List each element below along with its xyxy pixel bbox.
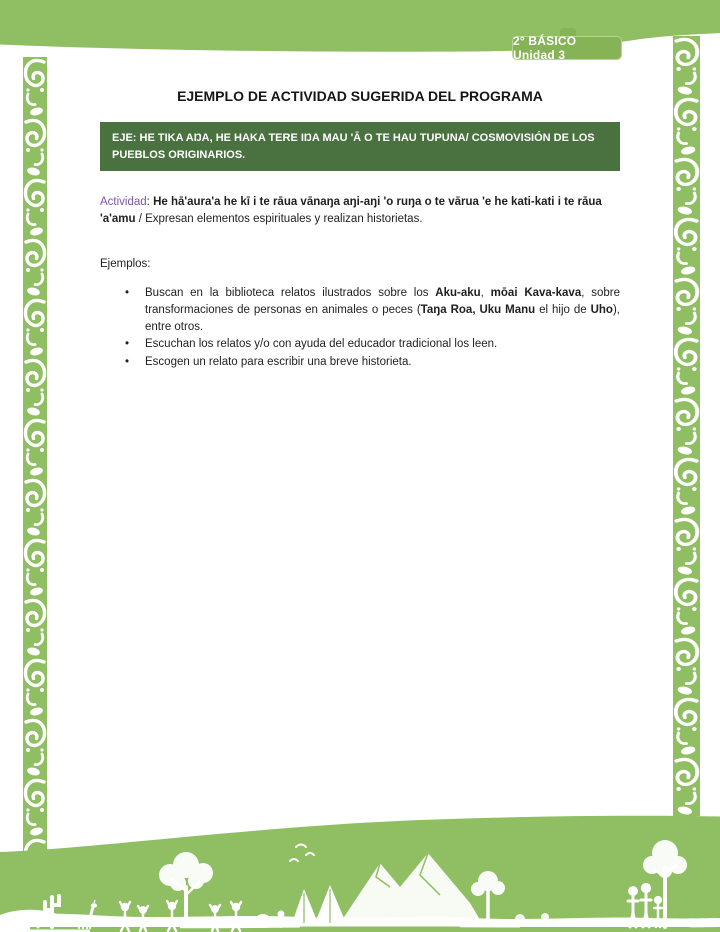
examples-label: Ejemplos: xyxy=(100,257,151,270)
rapanui-border-left xyxy=(23,57,47,852)
bullet-icon: • xyxy=(125,355,130,368)
item1-seg1: Buscan en la biblioteca relatos ilustrados sobre los xyxy=(145,286,436,299)
item1-seg6: Taŋa Roa, Uku Manu xyxy=(420,303,536,316)
bullet-icon: • xyxy=(125,286,130,299)
item1-seg2: Aku-aku xyxy=(435,286,481,299)
list-item-text: Escuchan los relatos y/o con ayuda del educador tradicional los leen. xyxy=(145,338,498,351)
list-item xyxy=(100,336,620,353)
activity-rapanui-text: He hā'aura'a he kī i te rāua vānaŋa aŋi-aŋi 'o ruŋa o te vārua 'e he kati-kati i te rāua 'a'amu xyxy=(100,196,602,226)
unit-badge xyxy=(512,36,622,60)
activity-label: Actividad xyxy=(100,196,147,208)
activity-spanish-text: / Expresan elementos espirituales y realizan historietas. xyxy=(135,213,423,226)
item1-seg8: Uho xyxy=(590,303,613,316)
item1-seg3: , xyxy=(480,286,491,299)
list-item xyxy=(100,285,620,337)
list-item-text: Escogen un relato para escribir una breve historieta. xyxy=(145,355,412,368)
landscape-footer xyxy=(0,815,720,932)
list-item xyxy=(100,354,620,371)
eje-heading xyxy=(100,122,620,171)
bullet-icon: • xyxy=(125,338,130,351)
eje-text: EJE: HE TIKA AŊA, HE HAKA TERE IŊA MAU 'Ā O TE HAU TUPUNA/ COSMOVISIÓN DE LOS PUEBLOS ORIGINARIOS. xyxy=(112,132,595,161)
rapanui-border-right xyxy=(673,36,700,816)
examples-list xyxy=(100,285,620,371)
item1-seg4: mōai Kava-kava xyxy=(490,286,582,299)
list-item-text xyxy=(145,285,620,337)
document-body xyxy=(100,88,620,371)
item1-seg9: ), entre otros. xyxy=(145,303,620,333)
activity-description xyxy=(100,194,620,229)
unit-badge-label: 2° BÁSICO Unidad 3 xyxy=(513,34,577,62)
page-title: EJEMPLO DE ACTIVIDAD SUGERIDA DEL PROGRAMA xyxy=(177,88,543,104)
activity-separator: : xyxy=(146,196,154,208)
item1-seg7: el hijo de xyxy=(535,303,591,316)
item1-seg5: , sobre transformaciones de personas en animales o peces ( xyxy=(145,286,620,316)
